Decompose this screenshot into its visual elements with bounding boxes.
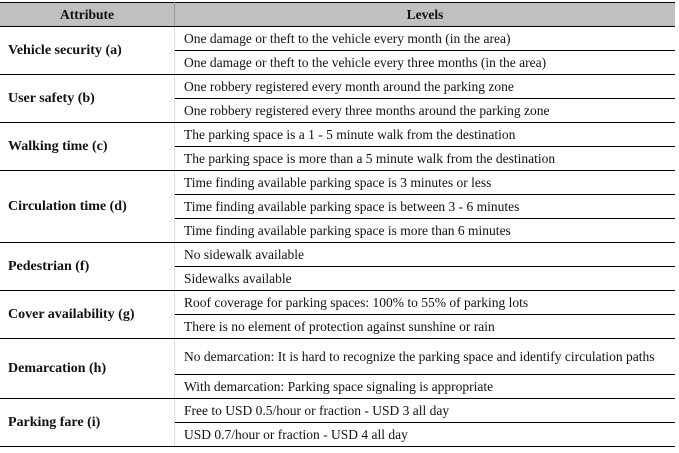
level-cell: Free to USD 0.5/hour or fraction - USD 3 all day bbox=[175, 399, 676, 423]
attribute-cell: Pedestrian (f) bbox=[0, 243, 175, 291]
level-cell: No demarcation: It is hard to recognize the parking space and identify circulation paths bbox=[175, 339, 676, 375]
attribute-cell: Vehicle security (a) bbox=[0, 27, 175, 75]
attributes-levels-table bbox=[0, 2, 675, 447]
level-cell: Time finding available parking space is more than 6 minutes bbox=[175, 219, 676, 243]
table-row bbox=[0, 291, 675, 315]
level-cell: One damage or theft to the vehicle every month (in the area) bbox=[175, 27, 676, 51]
attribute-cell: Walking time (c) bbox=[0, 123, 175, 171]
level-cell: Roof coverage for parking spaces: 100% to 55% of parking lots bbox=[175, 291, 676, 315]
attribute-cell: Demarcation (h) bbox=[0, 339, 175, 399]
level-cell: Time finding available parking space is between 3 - 6 minutes bbox=[175, 195, 676, 219]
table-row bbox=[0, 27, 675, 51]
level-cell: One damage or theft to the vehicle every three months (in the area) bbox=[175, 51, 676, 75]
level-cell: USD 0.7/hour or fraction - USD 4 all day bbox=[175, 423, 676, 447]
level-cell: Time finding available parking space is 3 minutes or less bbox=[175, 171, 676, 195]
header-levels: Levels bbox=[175, 3, 676, 27]
level-cell: With demarcation: Parking space signaling is appropriate bbox=[175, 375, 676, 399]
table-row bbox=[0, 75, 675, 99]
table-row bbox=[0, 123, 675, 147]
attribute-cell: User safety (b) bbox=[0, 75, 175, 123]
level-cell: No sidewalk available bbox=[175, 243, 676, 267]
attribute-cell: Circulation time (d) bbox=[0, 171, 175, 243]
table-row bbox=[0, 339, 675, 375]
level-cell: There is no element of protection against sunshine or rain bbox=[175, 315, 676, 339]
level-cell: One robbery registered every month around the parking zone bbox=[175, 75, 676, 99]
table-row bbox=[0, 171, 675, 195]
table-row bbox=[0, 399, 675, 423]
level-cell: The parking space is more than a 5 minute walk from the destination bbox=[175, 147, 676, 171]
attribute-cell: Cover availability (g) bbox=[0, 291, 175, 339]
header-row bbox=[0, 3, 675, 27]
table-row bbox=[0, 243, 675, 267]
level-cell: The parking space is a 1 - 5 minute walk from the destination bbox=[175, 123, 676, 147]
attribute-cell: Parking fare (i) bbox=[0, 399, 175, 447]
level-cell: One robbery registered every three months around the parking zone bbox=[175, 99, 676, 123]
header-attribute: Attribute bbox=[0, 3, 175, 27]
level-cell: Sidewalks available bbox=[175, 267, 676, 291]
